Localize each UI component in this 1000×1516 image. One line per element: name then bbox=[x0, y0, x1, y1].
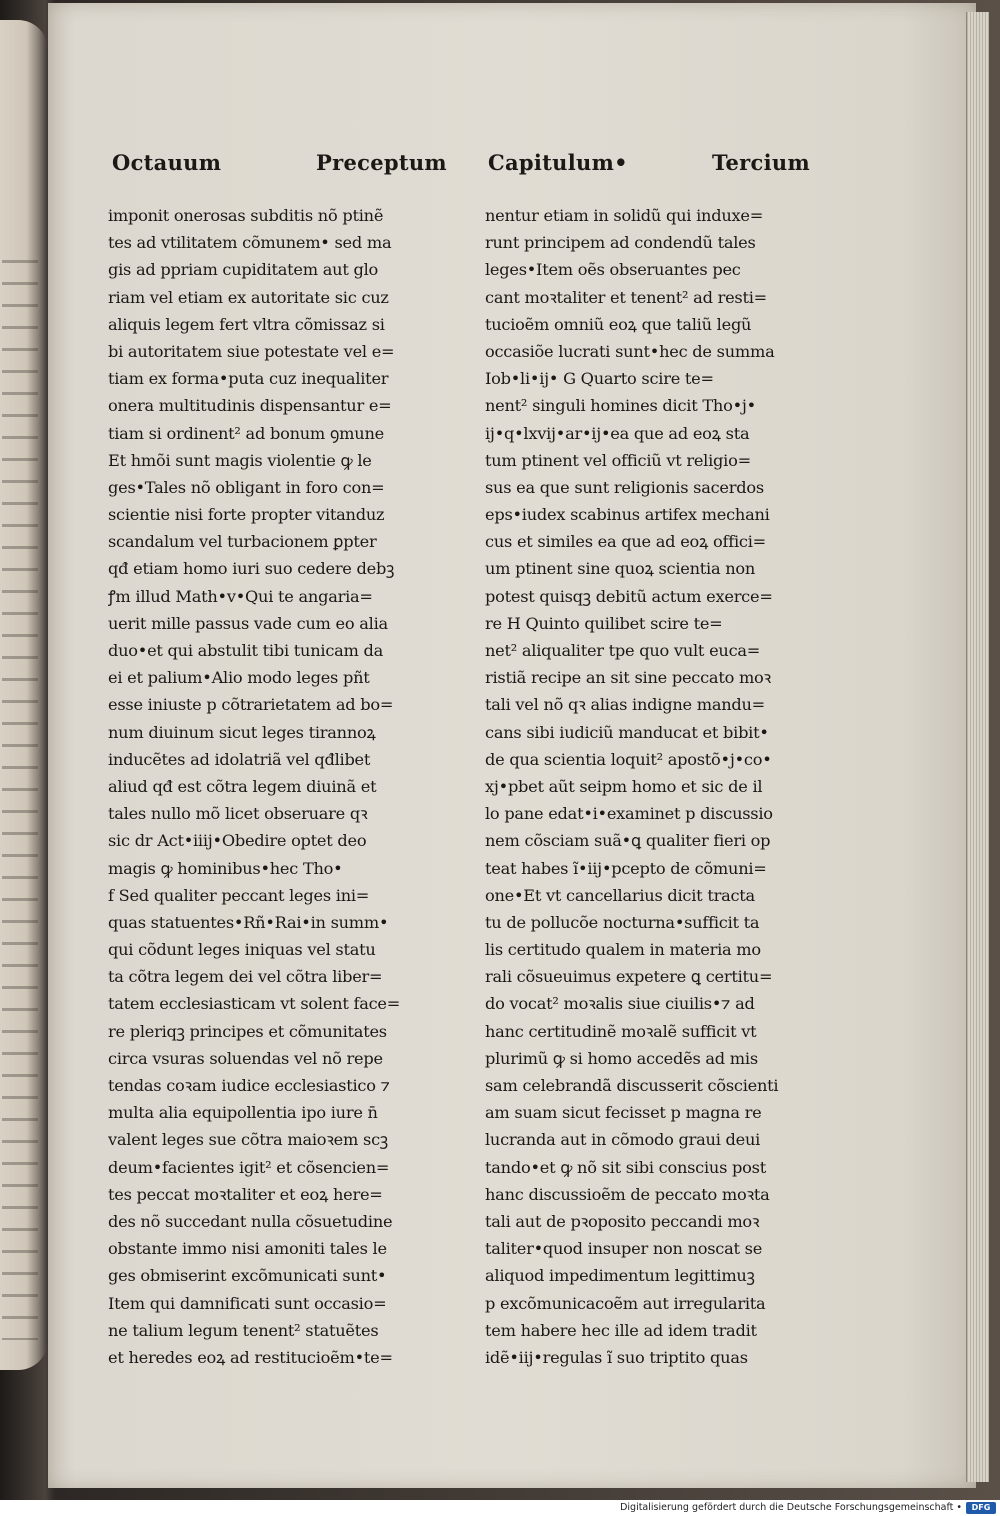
funding-credit: Digitalisierung gefördert durch die Deutsche Forschungsgemeinschaft • bbox=[620, 1502, 962, 1513]
text-column-right bbox=[485, 202, 805, 1371]
text-column-left bbox=[108, 202, 428, 1371]
text-line: bi autoritatem siue potestate vel e= bbox=[108, 341, 395, 361]
dfg-logo: DFG bbox=[966, 1502, 996, 1514]
text-line: nent² singuli homines dicit Tho•j• bbox=[485, 396, 756, 416]
text-line: quas statuentes•Rñ•Rai•in summ• bbox=[108, 912, 389, 932]
text-line: nentur etiam in solidũ qui induxe= bbox=[485, 206, 764, 225]
page-stack-edge bbox=[966, 12, 989, 1482]
running-head-right-b: Tercium bbox=[712, 150, 810, 175]
text-line: lo pane edat•i•examinet p discussio bbox=[485, 804, 773, 824]
running-head-right-a: Capitulum• bbox=[488, 150, 628, 175]
text-line: cus et similes ea que ad eoꝝ offici= bbox=[485, 532, 766, 552]
text-line: tando•et ꝙ nõ sit sibi conscius post bbox=[485, 1157, 766, 1177]
text-line: et heredes eoꝝ ad restitucioẽm•te= bbox=[108, 1347, 393, 1367]
text-line: um ptinent sine quoꝝ scientia non bbox=[485, 559, 756, 579]
text-line: rali cõsueuimus expetere ꝗ certitu= bbox=[485, 967, 773, 987]
text-line: ges•Tales nõ obligant in foro con= bbox=[108, 477, 385, 497]
text-line: do vocat² moꝛalis siue ciuilis•⁊ ad bbox=[485, 994, 755, 1014]
text-line: potest quisqꝫ debitũ actum exerce= bbox=[485, 586, 773, 606]
text-line: aliquod impedimentum legittimuꝫ bbox=[485, 1266, 755, 1286]
text-line: ta cõtra legem dei vel cõtra liber= bbox=[108, 967, 383, 987]
running-head-left-b: Preceptum bbox=[316, 150, 447, 175]
text-line: circa vsuras soluendas vel nõ repe bbox=[108, 1048, 383, 1068]
text-line: imponit onerosas subditis nõ ptinẽ bbox=[108, 206, 384, 225]
text-line: tem habere hec ille ad idem tradit bbox=[485, 1320, 757, 1340]
text-line: re H Quinto quilibet scire te= bbox=[485, 613, 723, 633]
text-line: teat habes ĩ•iij•pcepto de cõmuni= bbox=[485, 858, 767, 878]
text-line: cans sibi iudiciũ manducat et bibit• bbox=[485, 722, 769, 742]
text-line: aliquis legem fert vltra cõmissaz si bbox=[108, 314, 385, 334]
text-line: re pleriqꝫ principes et cõmunitates bbox=[108, 1021, 387, 1041]
text-line: riam vel etiam ex autoritate sic cuz bbox=[108, 287, 389, 307]
text-line: taliter•quod insuper non noscat se bbox=[485, 1239, 763, 1259]
text-line: eps•iudex scabinus artifex mechani bbox=[485, 505, 770, 525]
text-line: tucioẽm omniũ eoꝝ que taliũ legũ bbox=[485, 314, 752, 334]
text-line: net² aliqualiter tpe quo vult euca= bbox=[485, 641, 761, 660]
text-line: Iob•li•ij• G Quarto scire te= bbox=[485, 369, 714, 389]
text-line: hanc certitudinẽ moꝛalẽ sufficit vt bbox=[485, 1021, 757, 1041]
text-line: qđ etiam homo iuri suo cedere debꝫ bbox=[108, 559, 395, 579]
text-line: ꝭm illud Math•v•Qui te angaria= bbox=[108, 586, 373, 606]
text-line: magis ꝙ hominibus•hec Tho• bbox=[108, 858, 343, 878]
text-line: tali vel nõ qꝛ alias indigne mandu= bbox=[485, 695, 765, 715]
text-line: runt principem ad condendũ tales bbox=[485, 233, 756, 253]
text-line: lucranda aut in cõmodo graui deui bbox=[485, 1130, 761, 1150]
text-line: onera multitudinis dispensantur e= bbox=[108, 396, 392, 416]
text-line: one•Et vt cancellarius dicit tracta bbox=[485, 885, 755, 905]
text-line: p excõmunicacoẽm aut irregularita bbox=[485, 1293, 766, 1313]
text-line: sic dr Act•iiij•Obedire optet deo bbox=[108, 831, 367, 851]
text-line: tendas coꝛam iudice ecclesiastico ⁊ bbox=[108, 1076, 390, 1095]
text-line: scandalum vel turbacionem ꝑpter bbox=[108, 532, 377, 552]
text-line: deum•facientes igit² et cõsencien= bbox=[108, 1157, 390, 1177]
text-line: valent leges sue cõtra maioꝛem scꝫ bbox=[108, 1130, 388, 1150]
text-line: inducẽtes ad idolatriã vel qđlibet bbox=[108, 749, 371, 769]
text-line: sus ea que sunt religionis sacerdos bbox=[485, 477, 764, 497]
text-line: scientie nisi forte propter vitanduz bbox=[108, 505, 385, 525]
text-line: plurimũ ꝙ si homo accedẽs ad mis bbox=[485, 1048, 758, 1068]
text-line: tiam si ordinent² ad bonum ꝯmune bbox=[108, 423, 384, 443]
text-line: multa alia equipollentia ipo iure n̄ bbox=[108, 1103, 378, 1123]
text-line: de qua scientia loquit² apostõ•j•co• bbox=[485, 749, 772, 769]
text-line: ij•q•lxvij•ar•ij•ea que ad eoꝝ sta bbox=[485, 423, 750, 443]
text-line: num diuinum sicut leges tirannoꝝ bbox=[108, 722, 376, 742]
text-line: ges obmiserint excõmunicati sunt• bbox=[108, 1266, 387, 1286]
text-line: lis certitudo qualem in materia mo bbox=[485, 940, 761, 960]
text-line: idẽ•iij•regulas ĩ suo triptito quas bbox=[485, 1347, 748, 1367]
text-line: nem cõsciam suã•ꝗ qualiter fieri op bbox=[485, 831, 771, 851]
text-line: Et hmõi sunt magis violentie ꝙ le bbox=[108, 450, 372, 470]
text-line: sam celebrandã discusserit cõscienti bbox=[485, 1076, 779, 1095]
text-line: am suam sicut fecisset p magna re bbox=[485, 1103, 762, 1123]
text-line: esse iniuste p cõtrarietatem ad bo= bbox=[108, 695, 394, 715]
text-line: ristiã recipe an sit sine peccato moꝛ bbox=[485, 668, 771, 688]
running-head-left-a: Octauum bbox=[112, 150, 222, 175]
text-line: tes ad vtilitatem cõmunem• sed ma bbox=[108, 233, 392, 253]
text-line: duo•et qui abstulit tibi tunicam da bbox=[108, 641, 384, 660]
text-line: Item qui damnificati sunt occasio= bbox=[108, 1293, 387, 1313]
text-line: tum ptinent vel officiũ vt religio= bbox=[485, 450, 751, 470]
text-line: tatem ecclesiasticam vt solent face= bbox=[108, 994, 401, 1014]
text-line: f Sed qualiter peccant leges ini= bbox=[108, 885, 370, 905]
text-line: aliud qđ est cõtra legem diuinã et bbox=[108, 776, 377, 796]
text-line: ne talium legum tenent² statuẽtes bbox=[108, 1320, 379, 1340]
text-line: tali aut de pꝛoposito peccandi moꝛ bbox=[485, 1211, 760, 1231]
text-line: ei et palium•Alio modo leges pñt bbox=[108, 668, 370, 688]
text-line: tes peccat moꝛtaliter et eoꝝ here= bbox=[108, 1184, 383, 1204]
text-line: uerit mille passus vade cum eo alia bbox=[108, 613, 388, 633]
text-line: xj•pbet aũt seipm homo et sic de il bbox=[485, 776, 763, 796]
text-line: obstante immo nisi amoniti tales le bbox=[108, 1239, 387, 1259]
text-line: gis ad ppriam cupiditatem aut glo bbox=[108, 260, 379, 280]
text-line: tu de pollucõe nocturna•sufficit ta bbox=[485, 912, 760, 932]
text-line: des nõ succedant nulla cõsuetudine bbox=[108, 1211, 393, 1231]
facing-page-edge bbox=[0, 20, 48, 1370]
text-line: hanc discussioẽm de peccato moꝛta bbox=[485, 1184, 770, 1204]
text-line: leges•Item oẽs obseruantes pec bbox=[485, 260, 741, 280]
text-line: tiam ex forma•puta cuz inequaliter bbox=[108, 369, 389, 389]
text-line: cant moꝛtaliter et tenent² ad resti= bbox=[485, 287, 767, 307]
text-line: occasiõe lucrati sunt•hec de summa bbox=[485, 341, 775, 361]
text-line: tales nullo mõ licet obseruare qꝛ bbox=[108, 804, 368, 824]
text-line: qui cõdunt leges iniquas vel statu bbox=[108, 940, 376, 960]
